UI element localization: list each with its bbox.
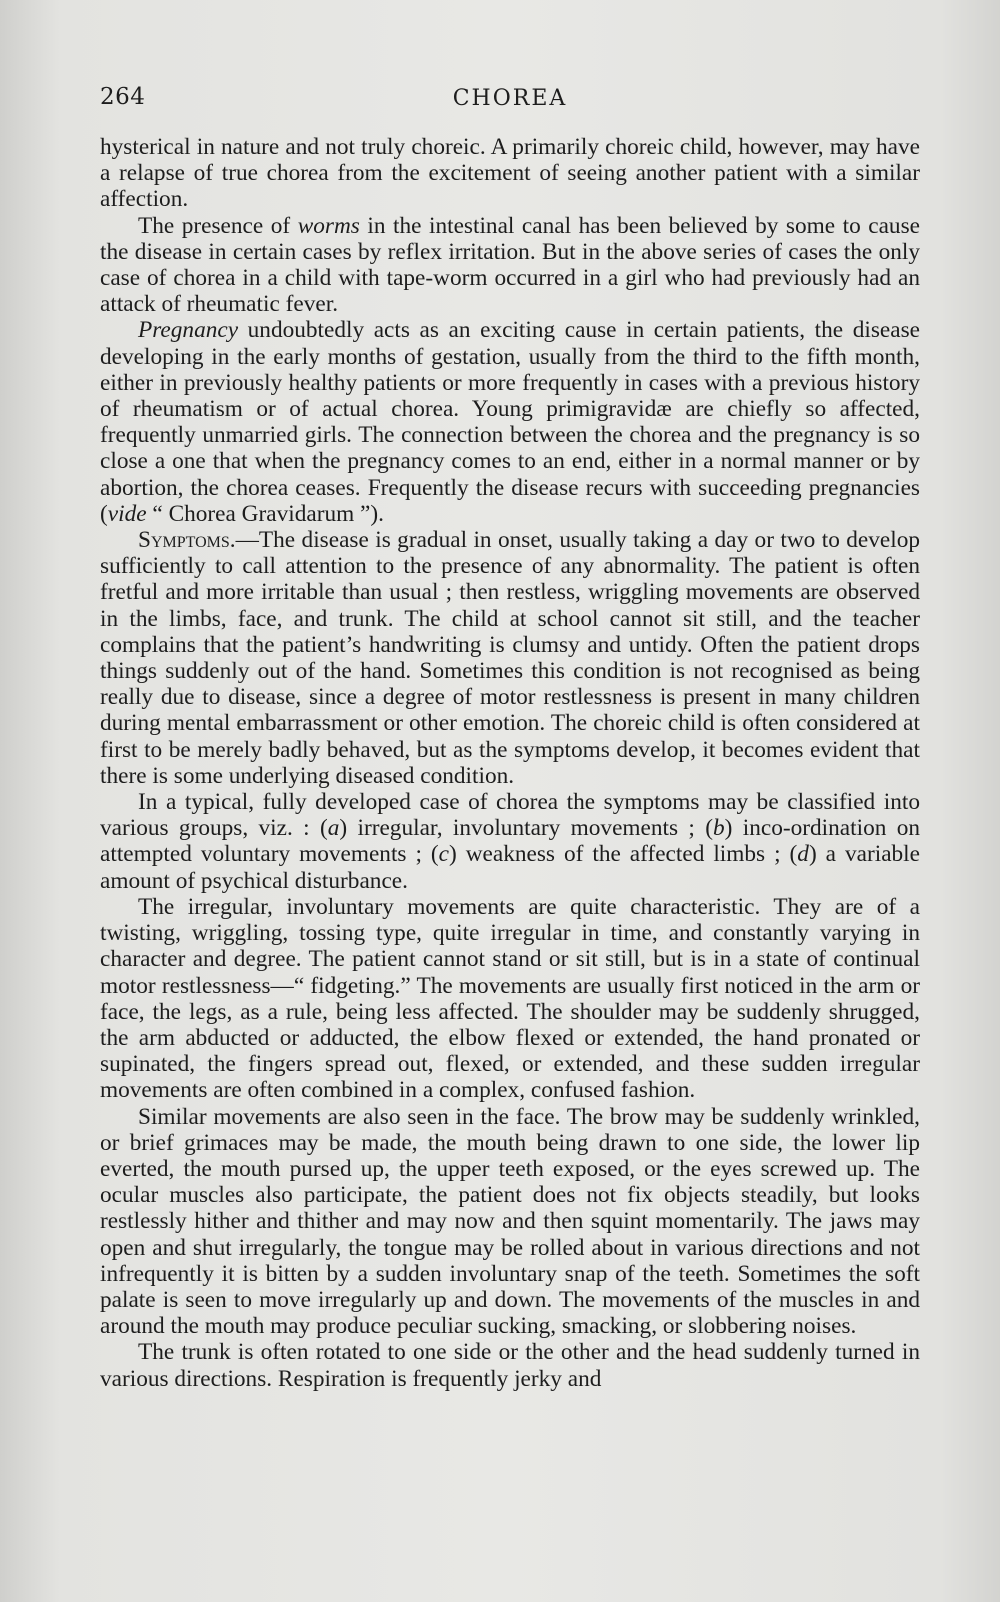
text-run: ) irregular, involuntary movements ; ( <box>339 815 713 842</box>
text-run: In a typical, fully developed case of chorea the symptoms may be classified into various groups, viz. : ( <box>100 789 920 842</box>
text-run: hysterical in nature and not truly choreic. A primarily choreic child, however, may have a relapse of true chorea from the excitement of seeing another patient with a similar affection. <box>100 134 920 213</box>
body-text <box>100 134 920 1392</box>
italic-text: vide <box>107 500 147 527</box>
italic-text: c <box>438 841 449 868</box>
text-run: —The disease is gradual in onset, usually taking a day or two to develop sufficiently to call attention to the presence of any abnormality. The patient is often fretful and more irritable than usual ; then restless, wriggling movements are observed in the limbs, face, and trunk. The child at school cannot sit still, and the teacher complains that the patient’s handwriting is clumsy and untidy. Often the patient drops things suddenly out of the hand. Sometimes this condition is not recognised as being really due to disease, since a degree of motor restlessness is present in many children during mental embarrassment or other emotion. The choreic child is often considered at first to be merely badly behaved, but as the symptoms develop, it becomes evident that there is some underlying diseased condition. <box>100 527 920 789</box>
text-run: in the intestinal canal has been believed by some to cause the disease in certain cases by reflex irritation. But in the above series of cases the only case of chorea in a child with tape-worm occurred in a girl who had previously had an attack of rheumatic fever. <box>100 212 920 318</box>
text-run: ) weakness of the affected limbs ; ( <box>449 841 798 868</box>
italic-text: Pregnancy <box>138 317 239 344</box>
body-paragraph <box>100 317 920 527</box>
italic-text: worms <box>297 212 360 239</box>
text-run: ) inco-ordination on attempted voluntary movements ; ( <box>100 815 921 868</box>
running-title: CHOREA <box>452 86 568 111</box>
text-run: The trunk is often rotated to one side or the other and the head suddenly turned in various directions. Respiration is frequently jerky and <box>100 1339 920 1392</box>
body-paragraph <box>100 894 920 1104</box>
page-header <box>100 84 920 120</box>
body-paragraph <box>100 527 920 789</box>
text-run: The irregular, involuntary movements are quite characteristic. They are of a twisting, wriggling, tossing type, quite irregular in time, and constantly varying in character and degree. The patient cannot stand or sit still, but is in a state of continual motor restlessness—“ fidgeting.” The movements are usually first noticed in the arm or face, the legs, as a rule, being less affected. The shoulder may be suddenly shrugged, the arm abducted or adducted, the elbow flexed or extended, the hand pronated or supinated, the fingers spread out, flexed, or extended, and these sudden irregular movements are often combined in a complex, confused fashion. <box>100 893 920 1104</box>
body-paragraph <box>100 1104 920 1340</box>
italic-text: a <box>327 815 340 842</box>
text-run: “ Chorea Gravidarum ”). <box>146 500 384 527</box>
text-run: Similar movements are also seen in the face. The brow may be suddenly wrinkled, or brief grimaces may be made, the mouth being drawn to one side, the lower lip everted, the mouth pursed up, the upper teeth exposed, or the eyes screwed up. The ocular muscles also participate, the patient does not fix objects steadily, but looks restlessly hither and thither and may now and then squint momentarily. The jaws may open and shut irregularly, the tongue may be rolled about in various directions and not infrequently it is bitten by a sudden involuntary snap of the teeth. Sometimes the soft palate is seen to move irregularly up and down. The movements of the muscles in and around the mouth may produce peculiar sucking, smacking, or slobbering noises. <box>100 1103 920 1340</box>
small-caps-heading: Symptoms. <box>138 527 236 554</box>
text-run: ) a variable amount of psychical disturbance. <box>100 841 920 894</box>
body-paragraph <box>100 134 920 213</box>
body-paragraph <box>100 1339 920 1391</box>
text-run: The presence of <box>138 212 298 239</box>
body-paragraph <box>100 789 920 894</box>
text-run: undoubtedly acts as an exciting cause in certain patients, the disease developing in the early months of gestation, usually from the third to the fifth month, either in previously healthy patients or more frequently in cases with a previous history of rheumatism or of actual chorea. Young primigravidæ are chiefly so affected, frequently unmarried girls. The connection between the chorea and the pregnancy is so close a one that when the pregnancy comes to an end, either in a normal manner or by abortion, the chorea ceases. Frequently the disease recurs with succeeding pregnancies ( <box>100 317 920 527</box>
body-paragraph <box>100 213 920 318</box>
page-number: 264 <box>100 84 146 110</box>
italic-text: d <box>797 841 809 868</box>
italic-text: b <box>712 815 725 842</box>
